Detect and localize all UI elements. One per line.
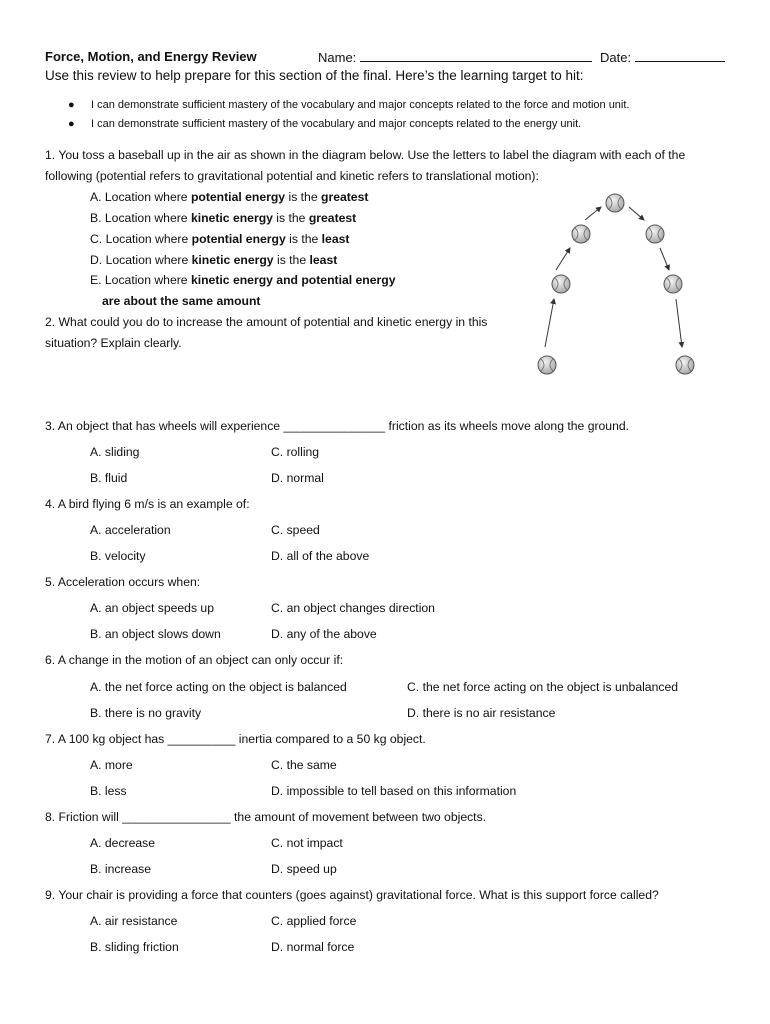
q1-line1: 1. You toss a baseball up in the air as shown in the diagram below. Use the letters to label the diagram with each of the [45, 148, 686, 162]
q6-option-c[interactable]: C. the net force acting on the object is unbalanced [407, 680, 679, 694]
worksheet-title: Force, Motion, and Energy Review [45, 49, 257, 64]
q3-option-a[interactable]: A. sliding [90, 445, 140, 459]
item-bold: greatest [321, 190, 369, 204]
name-label: Name: [318, 50, 357, 65]
item-bold: kinetic energy [190, 211, 273, 225]
q1-item-b [90, 211, 356, 225]
target-text: I can demonstrate sufficient mastery of the vocabulary and major concepts related to the energy unit. [91, 118, 582, 130]
item-text: E. Location where [90, 273, 191, 287]
item-text: C. Location where [90, 232, 192, 246]
q3-option-b[interactable]: B. fluid [90, 471, 128, 485]
worksheet-header [45, 49, 257, 64]
item-bold: greatest [308, 211, 357, 225]
arrow-down-3 [676, 299, 682, 347]
q9-option-d[interactable]: D. normal force [271, 940, 355, 954]
arrow-up-2 [556, 248, 570, 270]
item-bold: kinetic energy and potential energy [190, 273, 396, 287]
q1-item-d [90, 253, 337, 267]
q3-option-c[interactable]: C. rolling [271, 445, 320, 459]
q6-option-b[interactable]: B. there is no gravity [90, 706, 202, 720]
item-bold: are about the same amount [102, 294, 261, 308]
name-blank-line[interactable] [360, 49, 592, 62]
q1-item-c [90, 232, 349, 246]
q4-text: 4. A bird flying 6 m/s is an example of: [45, 497, 250, 511]
q4-option-d[interactable]: D. all of the above [271, 549, 370, 563]
q5-option-c[interactable]: C. an object changes direction [271, 601, 435, 615]
name-field[interactable] [318, 49, 592, 65]
baseball-icon [572, 225, 590, 243]
baseball-icon [646, 225, 664, 243]
q4-option-c[interactable]: C. speed [271, 523, 320, 537]
q8-option-b[interactable]: B. increase [90, 862, 151, 876]
target-text: I can demonstrate sufficient mastery of the vocabulary and major concepts related to the force and motion unit. [91, 99, 630, 111]
q5-option-b[interactable]: B. an object slows down [90, 627, 221, 641]
date-blank-line[interactable] [635, 49, 725, 62]
baseball-icon [552, 275, 570, 293]
q5-option-a[interactable]: A. an object speeds up [90, 601, 214, 615]
q6-option-d[interactable]: D. there is no air resistance [407, 706, 556, 720]
item-text: A. Location where [90, 190, 191, 204]
q5-text: 5. Acceleration occurs when: [45, 575, 201, 589]
q4-option-a[interactable]: A. acceleration [90, 523, 171, 537]
item-text: is the [285, 232, 322, 246]
item-text: is the [273, 253, 310, 267]
item-text: D. Location where [90, 253, 192, 267]
item-text: is the [272, 211, 309, 225]
baseball-icon [538, 356, 556, 374]
target-item [68, 118, 582, 130]
q6-option-a[interactable]: A. the net force acting on the object is balanced [90, 680, 347, 694]
item-text: is the [285, 190, 321, 204]
q8-option-d[interactable]: D. speed up [271, 862, 337, 876]
q2-line1: 2. What could you do to increase the amount of potential and kinetic energy in this [45, 315, 488, 329]
q3-text: 3. An object that has wheels will experience _______________ friction as its wheels move along the ground. [45, 419, 630, 433]
q9-option-b[interactable]: B. sliding friction [90, 940, 179, 954]
arrow-down-1 [629, 207, 644, 220]
q7-option-a[interactable]: A. more [90, 758, 133, 772]
bullet-icon: ● [68, 118, 75, 130]
baseball-trajectory-diagram [525, 185, 705, 385]
arrow-up-3 [585, 207, 601, 220]
item-bold: least [321, 232, 350, 246]
q1-line2: following (potential refers to gravitational potential and kinetic refers to translational motion): [45, 169, 539, 183]
q3-option-d[interactable]: D. normal [271, 471, 324, 485]
q4-option-b[interactable]: B. velocity [90, 549, 146, 563]
q2-line2: situation? Explain clearly. [45, 336, 182, 350]
q8-option-a[interactable]: A. decrease [90, 836, 156, 850]
item-bold: potential energy [190, 190, 286, 204]
q7-option-b[interactable]: B. less [90, 784, 127, 798]
q8-text: 8. Friction will ________________ the amount of movement between two objects. [45, 810, 487, 824]
bullet-icon: ● [68, 99, 75, 111]
q6-text: 6. A change in the motion of an object can only occur if: [45, 653, 344, 667]
item-bold: least [309, 253, 338, 267]
baseball-icon [664, 275, 682, 293]
q7-option-c[interactable]: C. the same [271, 758, 337, 772]
q1-item-e-continued [102, 294, 260, 308]
arrow-up-1 [545, 299, 554, 347]
q9-option-c[interactable]: C. applied force [271, 914, 357, 928]
q1-item-a [90, 190, 368, 204]
q9-option-a[interactable]: A. air resistance [90, 914, 178, 928]
item-bold: kinetic energy [191, 253, 274, 267]
target-item [68, 99, 630, 111]
arrow-down-2 [660, 248, 669, 270]
date-label: Date: [600, 50, 632, 65]
intro-text: Use this review to help prepare for this section of the final. Here’s the learning target to hit: [45, 68, 584, 83]
q5-option-d[interactable]: D. any of the above [271, 627, 377, 641]
baseball-icon [606, 194, 624, 212]
date-field[interactable] [600, 49, 725, 65]
q1-item-e [90, 273, 396, 287]
item-text: B. Location where [90, 211, 191, 225]
item-bold: potential energy [191, 232, 286, 246]
q7-option-d[interactable]: D. impossible to tell based on this information [271, 784, 517, 798]
baseball-icon [676, 356, 694, 374]
q7-text: 7. A 100 kg object has __________ inertia compared to a 50 kg object. [45, 732, 426, 746]
q9-text: 9. Your chair is providing a force that counters (goes against) gravitational force. What is this support force called? [45, 888, 659, 902]
q8-option-c[interactable]: C. not impact [271, 836, 343, 850]
